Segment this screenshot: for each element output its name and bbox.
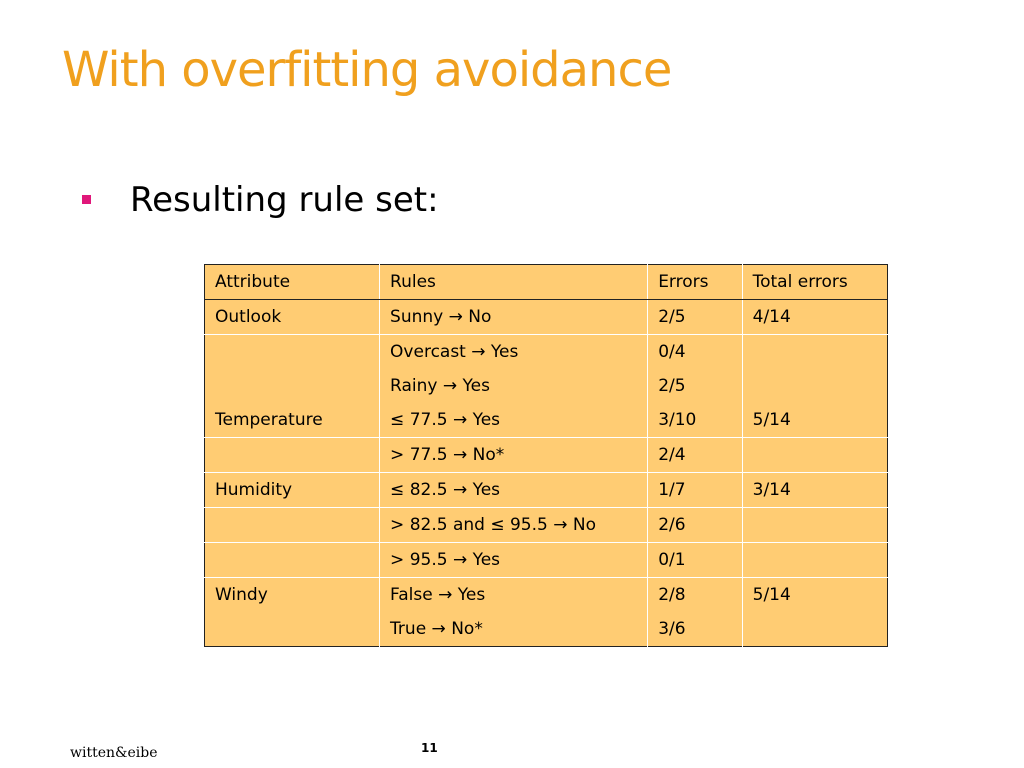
cell-attribute bbox=[205, 508, 380, 543]
cell-rule: Overcast → Yes bbox=[380, 335, 648, 370]
cell-total-errors bbox=[742, 543, 887, 578]
cell-errors: 2/5 bbox=[648, 300, 742, 335]
cell-rule: > 95.5 → Yes bbox=[380, 543, 648, 578]
table-row bbox=[205, 578, 888, 613]
cell-attribute bbox=[205, 369, 380, 403]
cell-errors: 2/6 bbox=[648, 508, 742, 543]
cell-rule: Sunny → No bbox=[380, 300, 648, 335]
cell-rule: Rainy → Yes bbox=[380, 369, 648, 403]
header-total-errors: Total errors bbox=[742, 265, 887, 300]
cell-attribute: Temperature bbox=[205, 403, 380, 438]
cell-total-errors bbox=[742, 369, 887, 403]
table-row bbox=[205, 403, 888, 438]
footer-author: witten&eibe bbox=[70, 745, 158, 761]
cell-rule: > 77.5 → No* bbox=[380, 438, 648, 473]
cell-total-errors bbox=[742, 335, 887, 370]
table-row bbox=[205, 369, 888, 403]
cell-total-errors bbox=[742, 438, 887, 473]
cell-rule: False → Yes bbox=[380, 578, 648, 613]
table-header-row bbox=[205, 265, 888, 300]
header-rules: Rules bbox=[380, 265, 648, 300]
cell-errors: 2/8 bbox=[648, 578, 742, 613]
rule-set-table bbox=[204, 264, 888, 647]
table-row bbox=[205, 508, 888, 543]
cell-total-errors bbox=[742, 612, 887, 647]
cell-errors: 2/5 bbox=[648, 369, 742, 403]
cell-errors: 3/6 bbox=[648, 612, 742, 647]
cell-total-errors: 3/14 bbox=[742, 473, 887, 508]
cell-attribute: Humidity bbox=[205, 473, 380, 508]
table-row bbox=[205, 300, 888, 335]
cell-rule: True → No* bbox=[380, 612, 648, 647]
header-attribute: Attribute bbox=[205, 265, 380, 300]
cell-attribute bbox=[205, 335, 380, 370]
cell-rule: ≤ 82.5 → Yes bbox=[380, 473, 648, 508]
cell-attribute: Windy bbox=[205, 578, 380, 613]
cell-attribute bbox=[205, 543, 380, 578]
page-number: 11 bbox=[421, 741, 438, 755]
cell-total-errors bbox=[742, 508, 887, 543]
cell-errors: 2/4 bbox=[648, 438, 742, 473]
table-row bbox=[205, 473, 888, 508]
cell-rule: ≤ 77.5 → Yes bbox=[380, 403, 648, 438]
cell-errors: 1/7 bbox=[648, 473, 742, 508]
cell-total-errors: 4/14 bbox=[752, 307, 791, 327]
cell-rule: > 82.5 and ≤ 95.5 → No bbox=[380, 508, 648, 543]
cell-errors: 0/1 bbox=[648, 543, 742, 578]
bullet-text: Resulting rule set: bbox=[130, 180, 439, 220]
square-bullet-icon bbox=[82, 195, 91, 204]
table-row bbox=[205, 543, 888, 578]
cell-total-errors: 5/14 bbox=[742, 578, 887, 613]
cell-total-errors: 5/14 bbox=[752, 410, 791, 430]
cell-attribute: Outlook bbox=[205, 300, 380, 335]
cell-attribute bbox=[205, 612, 380, 647]
cell-errors: 3/10 bbox=[648, 403, 742, 438]
header-errors: Errors bbox=[648, 265, 742, 300]
cell-errors: 0/4 bbox=[648, 335, 742, 370]
table-row bbox=[205, 438, 888, 473]
table-row bbox=[205, 612, 888, 647]
cell-attribute bbox=[205, 438, 380, 473]
table-row bbox=[205, 335, 888, 370]
slide-title: With overfitting avoidance bbox=[62, 42, 672, 98]
